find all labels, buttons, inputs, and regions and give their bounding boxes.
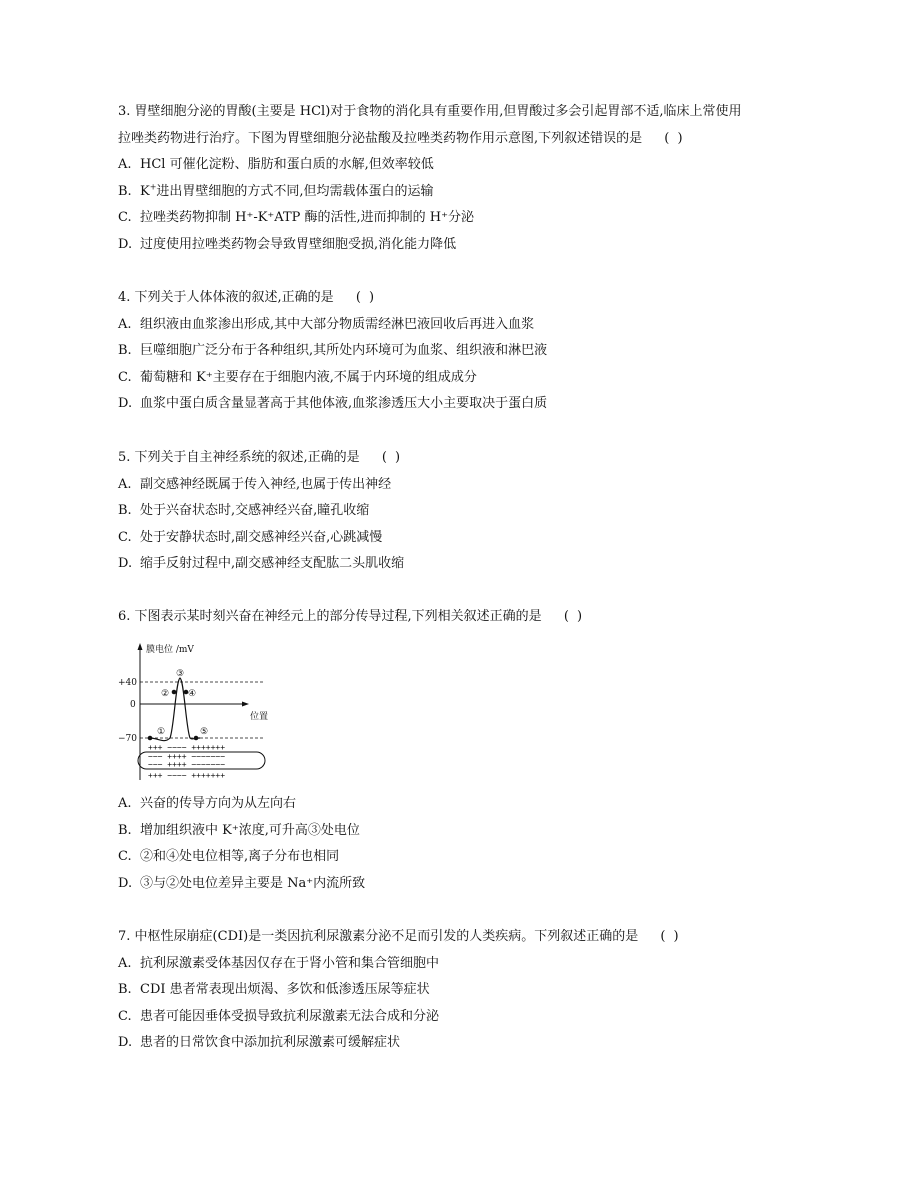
question-stem-text: 中枢性尿崩症(CDI)是一类因抗利尿激素分泌不足而引发的人类疾病。下列叙述正确的是: [134, 929, 639, 944]
option-b: [118, 498, 818, 525]
question-number: 6.: [118, 609, 131, 624]
option-letter: C.: [118, 1008, 132, 1024]
option-letter: B.: [118, 343, 132, 358]
y-axis-arrow: [138, 643, 143, 650]
tick-label-zero: 0: [130, 700, 136, 710]
option-text: 增加组织液中 K⁺浓度,可升高③处电位: [140, 822, 360, 838]
question-4: [118, 285, 818, 418]
question-stem: [118, 604, 818, 631]
question-stem-text: 拉唑类药物进行治疗。下图为胃壁细胞分泌盐酸及拉唑类药物作用示意图,下列叙述错误的是: [118, 130, 643, 146]
question-stem: [118, 99, 818, 126]
question-number: 4.: [118, 290, 131, 305]
point-1-label: ①: [157, 727, 166, 737]
question-stem: [118, 445, 818, 472]
option-text: ②和④处电位相等,离子分布也相同: [140, 849, 340, 864]
point-1-marker: [148, 736, 153, 741]
question-7: [118, 924, 818, 1057]
option-c: [118, 1004, 818, 1031]
y-axis-label: 膜电位 /mV: [146, 645, 194, 655]
answer-blank: ( ): [563, 609, 585, 624]
option-a: [118, 312, 818, 339]
option-letter: A.: [118, 157, 132, 172]
option-letter: D.: [118, 1035, 133, 1050]
option-text: 处于安静状态时,副交感神经兴奋,心跳减慢: [140, 529, 383, 545]
option-letter: B.: [118, 822, 132, 838]
option-text: ③与②处电位差异主要是 Na⁺内流所致: [140, 875, 366, 891]
option-d: [118, 391, 818, 418]
axon-inner-top-charges: −−− ++++ −−−−−−−: [148, 752, 226, 761]
option-c: [118, 365, 818, 392]
option-text: 兴奋的传导方向为从左向右: [140, 796, 297, 811]
option-letter: A.: [118, 476, 132, 492]
option-a: [118, 472, 818, 499]
question-stem-text: 胃壁细胞分泌的胃酸(主要是 HCl)对于食物的消化具有重要作用,但胃酸过多会引起胃部不适,临床上常使用: [134, 104, 742, 119]
option-letter: C.: [118, 369, 132, 385]
question-stem-text: 下图表示某时刻兴奋在神经元上的部分传导过程,下列相关叙述正确的是: [134, 609, 542, 624]
option-text: 处于兴奋状态时,交感神经兴奋,瞳孔收缩: [140, 503, 370, 518]
option-text: 拉唑类药物抑制 H⁺-K⁺ATP 酶的活性,进而抑制的 H⁺分泌: [140, 210, 474, 225]
option-text: 副交感神经既属于传入神经,也属于传出神经: [140, 476, 392, 492]
answer-blank: ( ): [660, 929, 681, 944]
option-text: 过度使用拉唑类药物会导致胃壁细胞受损,消化能力降低: [140, 236, 457, 252]
answer-blank: ( ): [355, 290, 377, 305]
option-text: 巨噬细胞广泛分布于各种组织,其所处内环境可为血浆、组织液和淋巴液: [140, 343, 548, 358]
option-b: [118, 818, 818, 845]
option-text-k: K: [140, 183, 150, 199]
option-letter: D.: [118, 875, 133, 891]
option-letter: D.: [118, 396, 133, 411]
option-a: [118, 152, 818, 179]
point-3-label: ③: [176, 669, 185, 679]
point-5-marker: [194, 736, 199, 741]
option-a: [118, 951, 818, 978]
option-text: 抗利尿激素受体基因仅存在于肾小管和集合管细胞中: [140, 955, 440, 971]
option-text: 组织液由血浆渗出形成,其中大部分物质需经淋巴液回收后再进入血浆: [140, 316, 535, 332]
question-6: [118, 604, 818, 631]
tick-label-plus40: +40: [118, 678, 137, 688]
axon-outer-top-charges: +++ −−−− +++++++: [148, 743, 226, 752]
question-number: 7.: [118, 929, 131, 944]
option-b: [118, 977, 818, 1004]
action-potential-figure: [118, 640, 288, 780]
question-number: 3.: [118, 104, 131, 119]
superscript-plus: +: [149, 182, 157, 192]
option-text: 患者的日常饮食中添加抗利尿激素可缓解症状: [140, 1035, 401, 1050]
x-axis-label: 位置: [250, 712, 269, 722]
question-stem-continued: [118, 126, 818, 153]
axon-outer-bottom-charges: +++ −−−− +++++++: [148, 771, 226, 780]
option-b: [118, 179, 818, 206]
option-text: 患者可能因垂体受损导致抗利尿激素无法合成和分泌: [140, 1008, 440, 1024]
option-c: [118, 205, 818, 232]
option-letter: B.: [118, 503, 132, 518]
option-text: HCl 可催化淀粉、脂肪和蛋白质的水解,但效率较低: [140, 157, 434, 172]
option-letter: A.: [118, 316, 132, 332]
option-d: [118, 551, 818, 578]
answer-blank: ( ): [381, 450, 403, 465]
point-2-label: ②: [161, 689, 170, 699]
option-letter: C.: [118, 849, 132, 864]
option-text: 葡萄糖和 K⁺主要存在于细胞内液,不属于内环境的组成成分: [140, 369, 477, 385]
axon-inner-bottom-charges: −−− ++++ −−−−−−−: [148, 760, 226, 769]
question-stem: [118, 285, 818, 312]
question-stem: [118, 924, 818, 951]
option-c: [118, 844, 818, 871]
question-stem-text: 下列关于人体体液的叙述,正确的是: [134, 290, 334, 305]
option-d: [118, 871, 818, 898]
option-letter: D.: [118, 236, 133, 252]
tick-label-minus70: −70: [118, 734, 137, 744]
option-letter: A.: [118, 796, 132, 811]
option-letter: C.: [118, 529, 132, 545]
point-4-label: ④: [188, 689, 197, 699]
question-6-options: [118, 791, 818, 897]
point-5-label: ⑤: [200, 727, 209, 737]
option-d: [118, 1030, 818, 1057]
question-stem-text: 下列关于自主神经系统的叙述,正确的是: [134, 450, 360, 465]
question-3: [118, 99, 818, 258]
option-letter: D.: [118, 556, 133, 571]
option-text: CDI 患者常表现出烦渴、多饮和低渗透压尿等症状: [140, 982, 430, 997]
option-letter: C.: [118, 210, 132, 225]
option-c: [118, 525, 818, 552]
option-letter: B.: [118, 183, 132, 199]
option-d: [118, 232, 818, 259]
x-axis-arrow: [242, 702, 249, 707]
option-letter: A.: [118, 955, 132, 971]
option-text: 进出胃壁细胞的方式不同,但均需载体蛋白的运输: [156, 183, 434, 199]
option-text: 缩手反射过程中,副交感神经支配肱二头肌收缩: [140, 556, 405, 571]
option-a: [118, 791, 818, 818]
option-letter: B.: [118, 982, 132, 997]
answer-blank: ( ): [664, 130, 685, 146]
question-number: 5.: [118, 450, 131, 465]
option-b: [118, 338, 818, 365]
point-2-marker: [172, 690, 177, 695]
question-5: [118, 445, 818, 578]
action-potential-diagram: [118, 640, 288, 780]
option-text: 血浆中蛋白质含量显著高于其他体液,血浆渗透压大小主要取决于蛋白质: [140, 396, 548, 411]
